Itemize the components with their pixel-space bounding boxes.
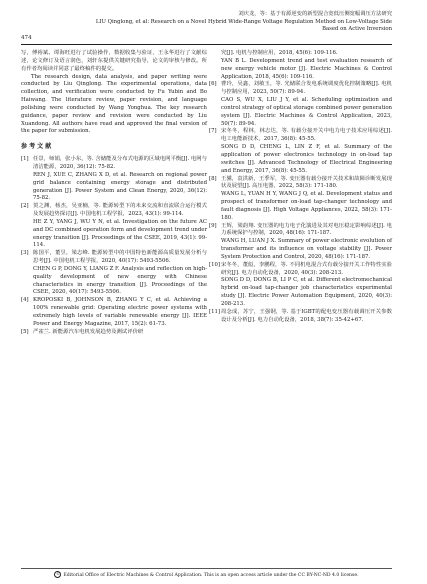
reference-number: [11] <box>209 308 220 315</box>
reference-text: WANG H, LUAN J X. Summary of power electronic evolution of transformer and its influence on voltage stability [J]. Power System Protection and Control, 2020, 48(16): 171-187. <box>221 238 392 260</box>
reference-number <box>209 144 221 175</box>
reference-item <box>21 203 207 219</box>
reference-number: [6] <box>209 81 217 88</box>
reference-text: 宋冬冬，程林，林志达，等. 有载分接开关中电力电子技术应用综述[J]. 电工电能新技术，2017, 36(8): 45-55. <box>221 128 392 143</box>
reference-number <box>209 191 221 222</box>
reference-number: [10] <box>209 261 220 268</box>
reference-text: 究[J]. 电机与控制应用，2018, 45(6): 109-116. <box>221 50 338 56</box>
page-number: 474 <box>21 35 32 41</box>
reference-text: 曹玲，吴鑫，刘敏玉，等. 光储联合发电系统调度优化控制策略[J]. 电机与控制应用，2023, 50(7): 89-94. <box>221 81 392 96</box>
reference-number <box>209 58 221 82</box>
reference-item <box>209 97 392 128</box>
reference-item <box>209 262 392 278</box>
reference-text: HE Z Y, YANG J, WU Y N, et al. Investigation on the future AC and DC combined operation form and development trend under energy transition [J]. Proceedings of the CSEE, 2019, 43(1): 99-114. <box>33 218 207 249</box>
reference-text: SONG D D, CHENG L, LIN Z F, et al. Summary of the application of power electronics technology in on-load tap switches [J]. Advanced Technology of Electrical Engineering and Energy, 2017, 36(8): 45-55. <box>221 144 392 174</box>
reference-item <box>209 176 392 192</box>
reference-number <box>209 50 221 58</box>
reference-number <box>21 219 33 250</box>
reference-item <box>209 58 392 82</box>
reference-number <box>209 97 221 128</box>
reference-item <box>209 144 392 175</box>
header-rule <box>21 44 392 45</box>
reference-item <box>21 172 207 203</box>
reference-text: YAN B L. Development trend and test evaluation research of new energy vehicle motor [J]. Electric Machines & Control Application, 2018, 45(6): 109-116. <box>221 57 392 80</box>
reference-number <box>21 172 33 203</box>
license-footer <box>21 571 392 578</box>
references-list-right <box>209 50 392 325</box>
reference-text: 王骥，袁洪新，王季军，等. 变压器有载分接开关技术和故障诊断发展现状及展望[J]. 高压电器，2022, 58(3): 171-180. <box>221 175 392 190</box>
running-header-en-2: Based on Active Inversion <box>322 26 392 33</box>
references-title: 参 考 文 献 <box>21 143 52 151</box>
reference-text: 贺之渊，杨杰，吴亚楠，等. 能源转型下的未来交流和直流联合运行模式及发展趋势探讨[J]. 中国电机工程学报，2023, 43(1): 99-114. <box>33 203 207 218</box>
right-column <box>209 50 392 325</box>
reference-item <box>21 297 207 328</box>
left-column <box>21 50 207 337</box>
reference-item <box>209 238 392 262</box>
reference-item <box>209 128 392 144</box>
copyright-icon: © <box>56 572 60 576</box>
reference-item <box>209 277 392 308</box>
reference-number: [2] <box>21 203 29 210</box>
running-header-zh: 刘庆龙，等：基于有源逆变的新型混合宽低压侧宽幅调压方法研究 <box>238 11 392 17</box>
contribution-en: The research design, data analysis, and paper writing were conducted by Liu Qinglong. The experimental operations, data collection, and verification were conducted by Fu Yubin and Bo Haiwang. The literature review, paper revision, and language polishing were conducted by Wang Yonghua. The key research guidance, paper review and revision were conducted by Liu Xuandong. All authors have read and approved the final version of the paper for submission. <box>21 73 207 135</box>
running-header-en-1: LIU Qinglong, et al: Research on a Novel Hybrid Wide-Range Voltage Regulation Method on Low-Voltage Side <box>95 18 392 25</box>
reference-text: REN J, XUE C, ZHANG X D, et al. Research on regional power grid balance containing energy storage and distributed generation [J]. Power System and Clean Energy, 2020, 36(12): 75-82. <box>33 171 207 202</box>
reference-number <box>21 266 33 297</box>
reference-number: [4] <box>21 297 29 304</box>
reference-item <box>209 309 392 325</box>
reference-number: [5] <box>21 328 29 335</box>
reference-item <box>209 223 392 239</box>
reference-number: [1] <box>21 156 29 163</box>
reference-text: CAO S, WU X, LIU J Y, et al. Scheduling optimization and control strategy of optical storage combined power generation system [J]. Electric Machines & Control Application, 2023, 50(7): 89-94. <box>221 97 392 127</box>
reference-item <box>21 266 207 297</box>
reference-text: SONG D D, DONG B, LI P C, et al. Different electromechanical hybrid on-load tap-changer job characteristics experimental study [J]. Electric Power Automation Equipment, 2020, 40(3): 208-213. <box>221 277 392 307</box>
reference-text: 周念成，苏宁，王强钢，等. 基于IGBT的配电变压器有载调压开关参数设计及分析[J]. 电力自动化设备，2018, 38(7): 35-42+67. <box>221 308 392 323</box>
reference-number: [8] <box>209 175 217 182</box>
reference-text: KROPOSKI B, JOHNSON B, ZHANG Y C, et al. Achieving a 100% renewable grid: Operating electric power systems with extremely high levels of variable renewable energy [J]. IEEE Power and Energy Magazine, 2017, 15(2): 61-73. <box>33 297 207 327</box>
reference-text: 宋冬冬，董彪，李鹏程，等. 不同机电混合式有载分接开关工作特性实验研究[J]. 电力自动化设备，2020, 40(3): 208-213. <box>221 261 392 276</box>
reference-text: 王辉，梁韵翔. 变压器的电力电子化演进及其对电压稳定影响综述[J]. 电力系统保护与控制，2020, 48(16): 171-187. <box>221 222 392 237</box>
reference-item <box>209 191 392 222</box>
reference-number <box>209 238 221 262</box>
reference-text: 任景，师娟，张小东，等. 含储能及分布式电源的区域电网平衡[J]. 电网与清洁能源，2020, 36(12): 75-82. <box>33 156 207 170</box>
footer-rule <box>21 568 392 569</box>
contribution-zh: 写，傅裕斌、谭海旺进行了试验操作，数据收集与验证，王永华进行了文献综述，论文修订及语言润色，刘轩东提供关键研究指导，论文的审核与修改。所有作者均阅读并同意了最终稿件的提交。 <box>21 50 207 72</box>
reference-text: 严雀兰. 新能源汽车电机发展趋势及测试评价研 <box>33 328 144 335</box>
reference-item <box>21 219 207 250</box>
reference-text: CHEN G P, DONG Y, LIANG Z F. Analysis and reflection on high-quality development of new energy with Chinese characteristics in energy transition [J]. Proceedings of the CSEE, 2020, 40(17): 5493-5506. <box>33 265 207 296</box>
reference-item <box>21 329 207 337</box>
running-header <box>96 11 392 34</box>
license-text: Editorial Office of Electric Machines & Control Application. This is an open access article under the CC BY-NC-ND 4.0 license. <box>63 573 359 578</box>
reference-item <box>209 81 392 97</box>
reference-item <box>21 156 207 172</box>
reference-number: [7] <box>209 128 217 135</box>
reference-item <box>21 250 207 266</box>
reference-number: [9] <box>209 222 217 229</box>
reference-text: 陈国平，董昱，梁志峰. 能源转型中的中国特色新能源高质量发展分析与思考[J]. 中国电机工程学报，2020, 40(17): 5493-5506. <box>33 250 207 265</box>
references-list-left <box>21 156 207 336</box>
reference-text: WANG L, YUAN H Y, WANG J Q, et al. Development status and prospect of transformer on-load tap-changer technology and fault diagnosis [J]. High Voltage Appliances, 2022, 58(3): 171-180. <box>221 191 392 221</box>
reference-number <box>209 277 221 308</box>
reference-item <box>209 50 392 58</box>
reference-number: [3] <box>21 250 29 257</box>
